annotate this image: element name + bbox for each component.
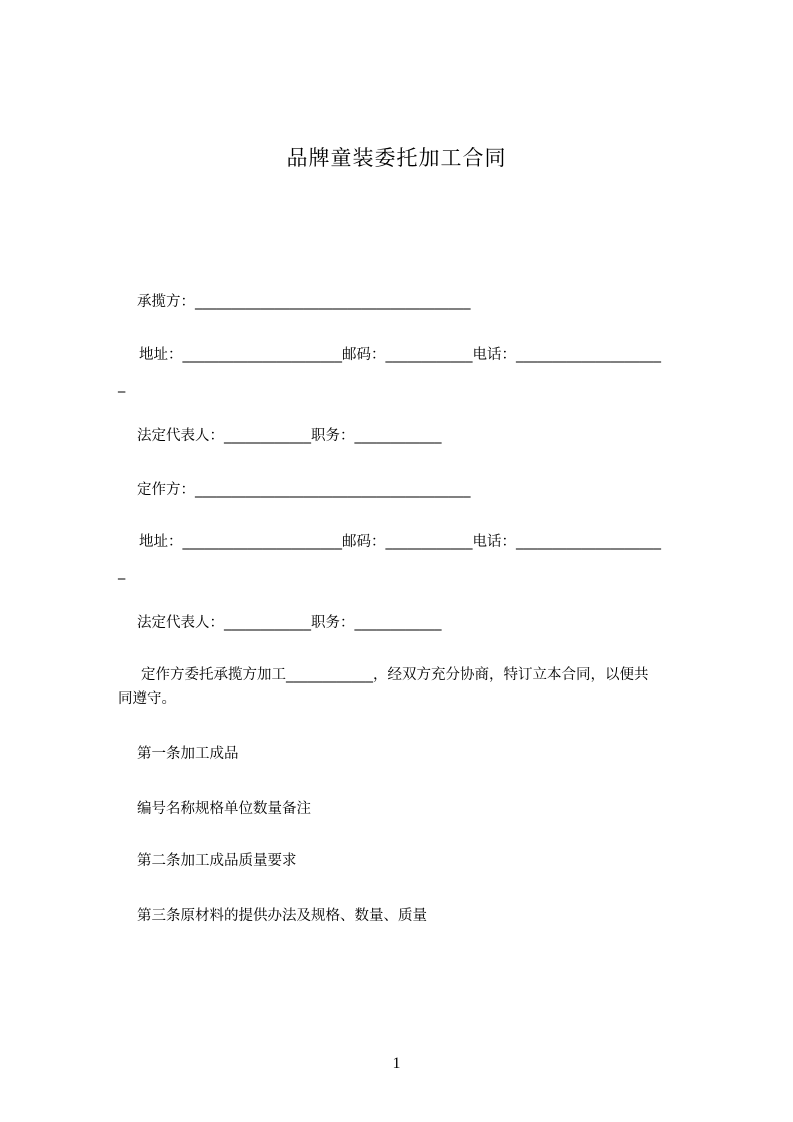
product-table-header: 编号名称规格单位数量备注 [137,801,311,817]
orderer-address-wrap: _ [118,564,126,580]
article-2-heading: 第二条加工成品质量要求 [137,853,297,869]
intro-paragraph-line2: 同遵守。 [118,691,176,707]
intro-paragraph-line1: 定作方委托承揽方加工____________，经双方充分协商，特订立本合同，以便共 [141,667,649,683]
orderer-line: 定作方：______________________________________ [137,482,471,498]
document-title: 品牌童装委托加工合同 [286,146,507,170]
article-3-heading: 第三条原材料的提供办法及规格、数量、质量 [137,908,427,924]
orderer-representative-line: 法定代表人：____________职务：____________ [137,615,442,631]
orderer-address-line: 地址：______________________邮码：____________电话：____________________ [139,534,661,550]
article-1-heading: 第一条加工成品 [137,746,239,762]
contractor-representative-line: 法定代表人：____________职务：____________ [137,428,442,444]
contractor-line: 承揽方：______________________________________ [137,294,471,310]
contractor-address-wrap: _ [118,377,126,393]
contractor-address-line: 地址：______________________邮码：____________电话：____________________ [139,347,661,363]
page-number: 1 [392,1055,401,1072]
